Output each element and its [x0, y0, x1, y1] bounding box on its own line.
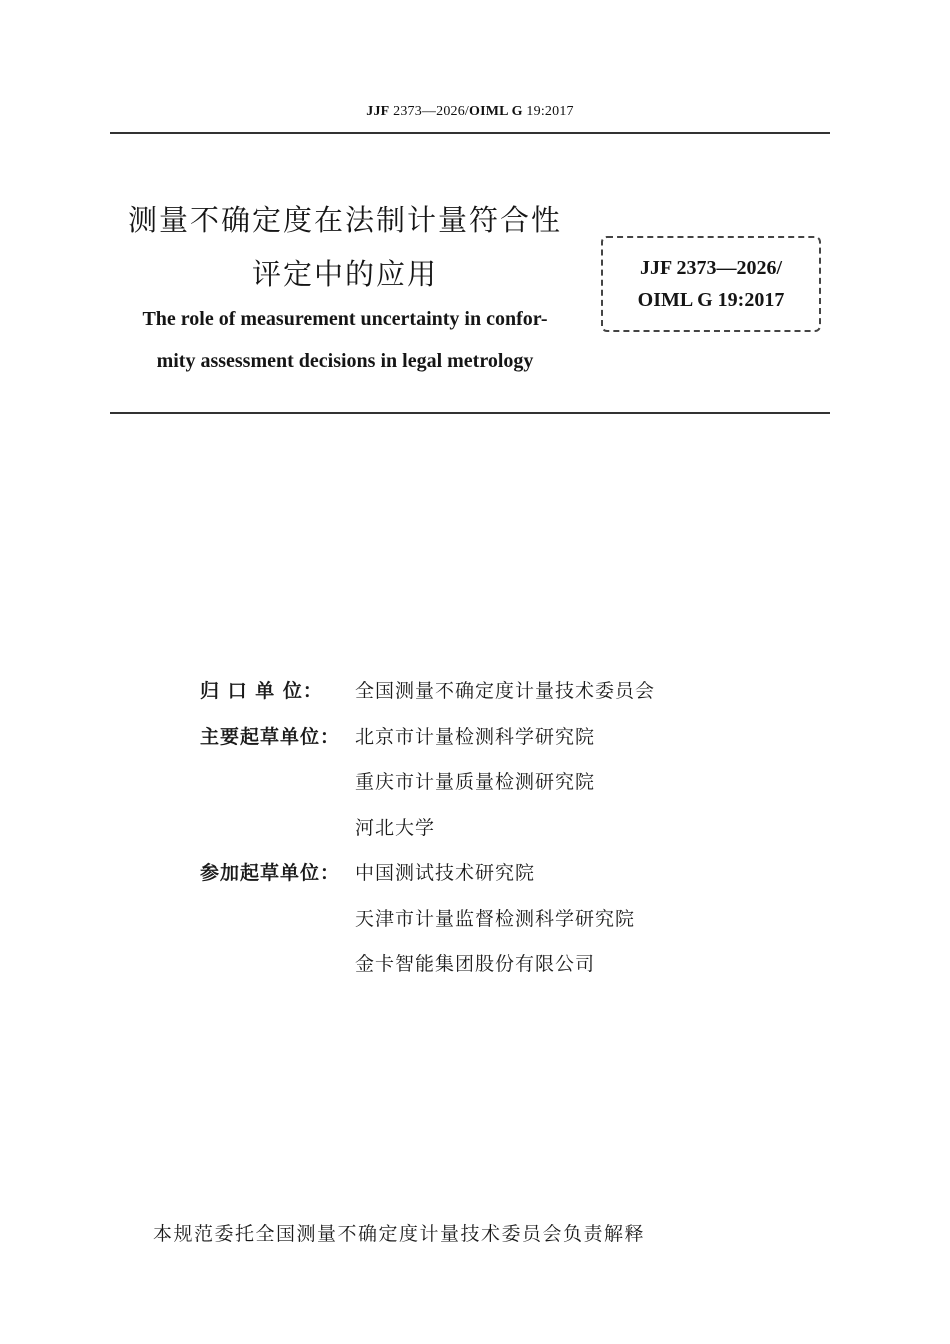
participating-unit-value: 中国测试技术研究院 — [355, 862, 536, 884]
standard-code-box — [601, 236, 821, 332]
interpretation-note: 本规范委托全国测量不确定度计量技术委员会负责解释 — [153, 1223, 646, 1245]
title-chinese-line-2: 评定中的应用 — [251, 257, 438, 291]
responsible-unit-value: 全国测量不确定度计量技术委员会 — [355, 680, 656, 702]
participating-unit-row — [200, 949, 655, 995]
code-box-line-2: OIML G 19:2017 — [637, 289, 785, 311]
header-code-year: 19:2017 — [522, 104, 574, 119]
page-header-code — [110, 104, 830, 120]
participating-unit-label: 参加起草单位： — [200, 862, 341, 884]
title-divider — [110, 412, 830, 414]
title-english-line-1: The role of measurement uncertainty in confor- — [142, 308, 548, 330]
header-code-number: 2373—2026/ — [389, 104, 470, 119]
participating-unit-value: 金卡智能集团股份有限公司 — [355, 953, 596, 975]
header-code-oiml: OIML G — [469, 104, 523, 119]
main-drafting-unit-value: 北京市计量检测科学研究院 — [355, 725, 596, 748]
participating-unit-row — [200, 904, 655, 950]
main-drafting-unit-row — [200, 813, 655, 859]
title-english-line-2: mity assessment decisions in legal metrology — [156, 350, 534, 372]
header-divider — [110, 132, 830, 134]
title-chinese-line-1: 测量不确定度在法制计量符合性 — [127, 203, 562, 237]
code-box-line-1: JJF 2373—2026/ — [639, 257, 783, 279]
participating-unit-value: 天津市计量监督检测科学研究院 — [355, 907, 636, 930]
main-drafting-unit-row — [200, 767, 655, 813]
main-drafting-unit-value: 重庆市计量质量检测研究院 — [355, 771, 596, 793]
participating-unit-row — [200, 858, 655, 904]
main-drafting-unit-label: 主要起草单位： — [200, 725, 341, 748]
drafting-units — [200, 676, 655, 995]
main-drafting-unit-row — [200, 722, 655, 768]
main-drafting-unit-value: 河北大学 — [355, 816, 436, 839]
header-code-prefix: JJF — [366, 104, 390, 119]
responsible-unit-row — [200, 676, 655, 722]
responsible-unit-label: 归 口 单 位： — [200, 680, 323, 702]
